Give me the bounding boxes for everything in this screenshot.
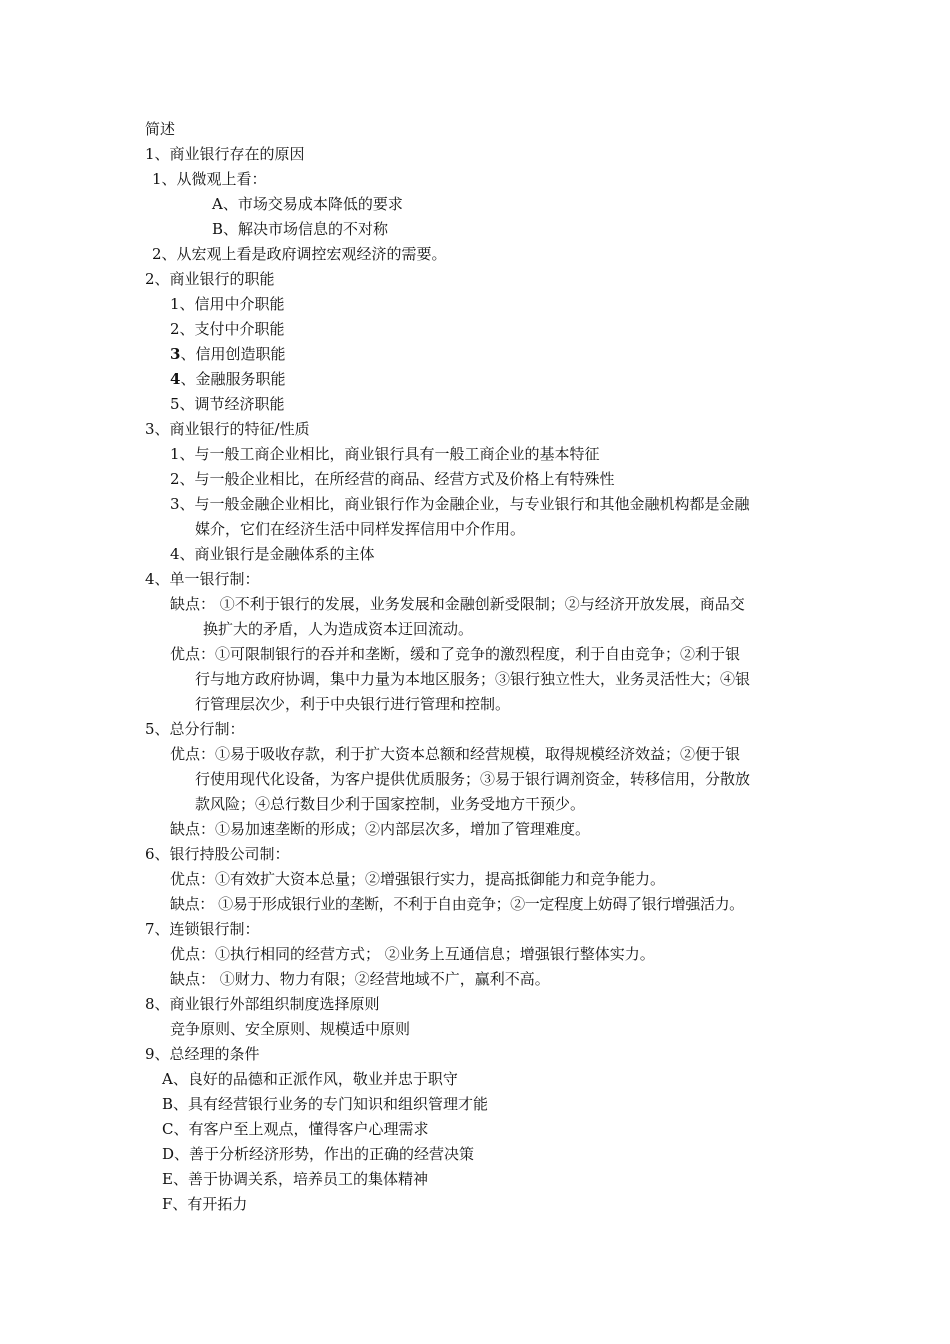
section-3-item-3: 3、与一般金融企业相比，商业银行作为金融企业，与专业银行和其他金融机构都是金融	[170, 495, 750, 513]
section-4-advantages: 优点：①可限制银行的吞并和垄断，缓和了竞争的激烈程度，利于自由竞争；②利于银	[170, 645, 741, 663]
section-5-disadvantages: 缺点：①易加速垄断的形成；②内部层次多，增加了管理难度。	[170, 820, 591, 838]
section-5-heading: 5、总分行制：	[145, 720, 245, 738]
section-2-item-4	[170, 369, 285, 389]
section-8-body: 竞争原则、安全原则、规模适中原则	[170, 1020, 411, 1038]
section-9-item-f: F、有开拓力	[162, 1195, 248, 1213]
section-3-item-3-cont: 媒介，它们在经济生活中同样发挥信用中介作用。	[195, 520, 526, 538]
section-7-heading: 7、连锁银行制：	[145, 920, 260, 938]
section-1-item-b: B、解决市场信息的不对称	[212, 220, 389, 238]
section-9-item-c: C、有客户至上观点，懂得客户心理需求	[162, 1120, 429, 1138]
section-4-advantages-cont-2: 行管理层次少，利于中央银行进行管理和控制。	[195, 695, 511, 713]
section-2-item-1: 1、信用中介职能	[170, 295, 285, 313]
section-1-heading: 1、商业银行存在的原因	[145, 145, 305, 163]
section-4-disadvantages-cont: 换扩大的矛盾，人为造成资本迂回流动。	[203, 620, 474, 638]
section-9-item-a: A、良好的品德和正派作风，敬业并忠于职守	[162, 1070, 458, 1088]
section-2-heading: 2、商业银行的职能	[145, 270, 275, 288]
section-8-heading: 8、商业银行外部组织制度选择原则	[145, 995, 380, 1013]
section-2-item-2: 2、支付中介职能	[170, 320, 285, 338]
section-6-advantages: 优点：①有效扩大资本总量；②增强银行实力，提高抵御能力和竞争能力。	[170, 870, 666, 888]
section-3-heading: 3、商业银行的特征/性质	[145, 420, 310, 438]
section-1-sub-2: 2、从宏观上看是政府调控宏观经济的需要。	[152, 245, 447, 263]
section-5-advantages: 优点：①易于吸收存款，利于扩大资本总额和经营规模，取得规模经济效益；②便于银	[170, 745, 741, 763]
item-text: 、信用创造职能	[180, 345, 286, 363]
section-5-advantages-cont-2: 款风险；④总行数目少利于国家控制，业务受地方干预少。	[195, 795, 586, 813]
section-5-advantages-cont-1: 行使用现代化设备，为客户提供优质服务；③易于银行调剂资金，转移信用，分散放	[195, 770, 751, 788]
section-4-advantages-cont-1: 行与地方政府协调，集中力量为本地区服务；③银行独立性大，业务灵活性大；④银	[195, 670, 751, 688]
document-title: 简述	[145, 120, 176, 138]
section-2-item-5: 5、调节经济职能	[170, 395, 285, 413]
section-9-item-b: B、具有经营银行业务的专门知识和组织管理才能	[162, 1095, 489, 1113]
section-3-item-2: 2、与一般企业相比，在所经营的商品、经营方式及价格上有特殊性	[170, 470, 615, 488]
section-9-item-d: D、善于分析经济形势，作出的正确的经营决策	[162, 1145, 475, 1163]
section-9-heading: 9、总经理的条件	[145, 1045, 260, 1063]
section-6-disadvantages: 缺点： ①易于形成银行业的垄断，不利于自由竞争；②一定程度上妨碍了银行增强活力。	[170, 895, 744, 913]
section-3-item-4: 4、商业银行是金融体系的主体	[170, 545, 375, 563]
section-7-disadvantages: 缺点： ①财力、物力有限；②经营地域不广，赢利不高。	[170, 970, 550, 988]
item-text: 、金融服务职能	[180, 370, 286, 388]
section-7-advantages: 优点：①执行相同的经营方式； ②业务上互通信息；增强银行整体实力。	[170, 945, 655, 963]
section-9-item-e: E、善于协调关系，培养员工的集体精神	[162, 1170, 428, 1188]
section-1-sub-1: 1、从微观上看：	[152, 170, 267, 188]
section-2-item-3	[170, 344, 285, 364]
section-3-item-1: 1、与一般工商企业相比，商业银行具有一般工商企业的基本特征	[170, 445, 600, 463]
item-number: 3	[170, 345, 181, 363]
section-4-heading: 4、单一银行制：	[145, 570, 260, 588]
section-6-heading: 6、银行持股公司制：	[145, 845, 290, 863]
item-number: 4	[170, 370, 181, 388]
section-4-disadvantages: 缺点： ①不利于银行的发展，业务发展和金融创新受限制；②与经济开放发展，商品交	[170, 595, 745, 613]
section-1-item-a: A、市场交易成本降低的要求	[212, 195, 403, 213]
